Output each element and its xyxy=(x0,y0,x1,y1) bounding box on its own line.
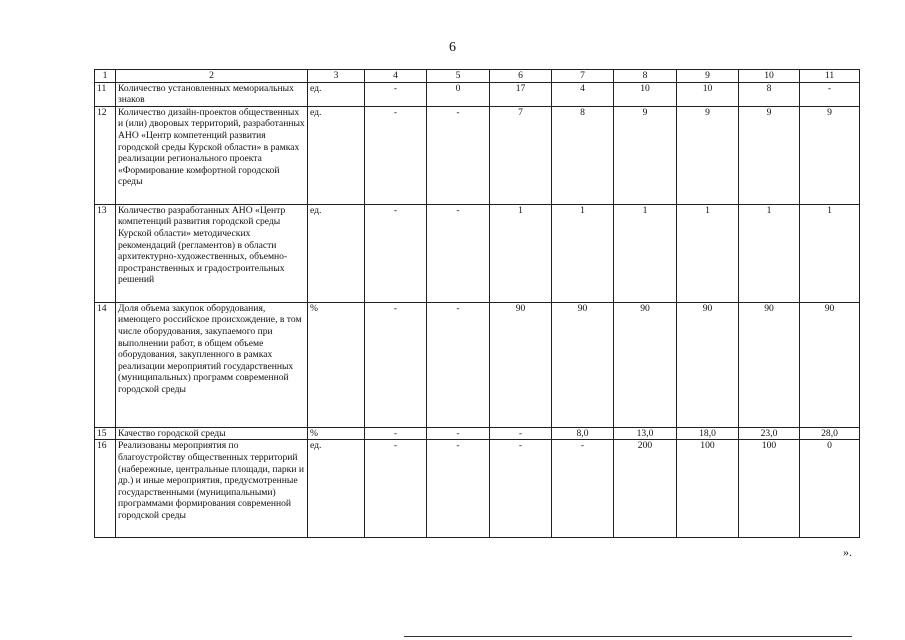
column-header: 10 xyxy=(739,70,800,83)
value-cell: - xyxy=(490,440,552,538)
table-row xyxy=(95,106,860,204)
value-cell: - xyxy=(552,440,614,538)
value-cell: 90 xyxy=(552,302,614,427)
value-cell: 0 xyxy=(427,82,490,106)
table-row xyxy=(95,302,860,427)
value-cell: 1 xyxy=(614,204,677,302)
unit-cell: % xyxy=(308,427,365,440)
value-cell: 13,0 xyxy=(614,427,677,440)
value-cell: 8 xyxy=(552,106,614,204)
value-cell: 100 xyxy=(739,440,800,538)
column-header: 4 xyxy=(365,70,427,83)
table-row xyxy=(95,82,860,106)
value-cell: - xyxy=(365,204,427,302)
table-row xyxy=(95,427,860,440)
value-cell: 1 xyxy=(800,204,860,302)
column-header: 9 xyxy=(677,70,739,83)
value-cell: 1 xyxy=(552,204,614,302)
table-header-row xyxy=(95,70,860,83)
row-number: 12 xyxy=(95,106,116,204)
value-cell: 10 xyxy=(614,82,677,106)
unit-cell: ед. xyxy=(308,82,365,106)
column-header: 3 xyxy=(308,70,365,83)
row-number: 13 xyxy=(95,204,116,302)
value-cell: 17 xyxy=(490,82,552,106)
value-cell: 9 xyxy=(677,106,739,204)
value-cell: 10 xyxy=(677,82,739,106)
value-cell: 1 xyxy=(490,204,552,302)
value-cell: 90 xyxy=(800,302,860,427)
value-cell: 23,0 xyxy=(739,427,800,440)
unit-cell: ед. xyxy=(308,440,365,538)
value-cell: 200 xyxy=(614,440,677,538)
value-cell: 4 xyxy=(552,82,614,106)
value-cell: 100 xyxy=(677,440,739,538)
table-row xyxy=(95,440,860,538)
table-row xyxy=(95,204,860,302)
row-number: 16 xyxy=(95,440,116,538)
value-cell: 90 xyxy=(677,302,739,427)
row-number: 14 xyxy=(95,302,116,427)
value-cell: 1 xyxy=(739,204,800,302)
indicators-table xyxy=(94,69,860,538)
indicator-name: Качество городской среды xyxy=(116,427,308,440)
value-cell: - xyxy=(365,82,427,106)
page-number: 6 xyxy=(449,40,456,55)
value-cell: 7 xyxy=(490,106,552,204)
value-cell: - xyxy=(427,427,490,440)
value-cell: 8,0 xyxy=(552,427,614,440)
indicator-name: Доля объема закупок оборудования, имеющего российское происхождение, в том числе оборудования, закупаемого при выполнении работ, в общем объеме оборудования, закупленного в рамках реализации мероприятий государственных (муниципальных) программ современной городской среды xyxy=(116,302,308,427)
value-cell: - xyxy=(490,427,552,440)
value-cell: 9 xyxy=(800,106,860,204)
closing-quote-mark: ». xyxy=(843,545,852,559)
indicator-name: Реализованы мероприятия по благоустройству общественных территорий (набережные, центральные площади, парки и др.) и иные мероприятия, предусмотренные государственными (муниципальными) программами формирования современной городской среды xyxy=(116,440,308,538)
value-cell: - xyxy=(365,427,427,440)
value-cell: 90 xyxy=(739,302,800,427)
value-cell: - xyxy=(365,106,427,204)
value-cell: 1 xyxy=(677,204,739,302)
indicator-name: Количество дизайн-проектов общественных и (или) дворовых территорий, разработанных АНО «Центр компетенций развития городской среды Курской области» в рамках реализации регионального проекта «Формирование комфортной городской среды xyxy=(116,106,308,204)
value-cell: - xyxy=(427,440,490,538)
column-header: 5 xyxy=(427,70,490,83)
value-cell: 9 xyxy=(614,106,677,204)
value-cell: 0 xyxy=(800,440,860,538)
indicator-name: Количество установленных мемориальных знаков xyxy=(116,82,308,106)
row-number: 11 xyxy=(95,82,116,106)
value-cell: - xyxy=(365,302,427,427)
row-number: 15 xyxy=(95,427,116,440)
column-header: 1 xyxy=(95,70,116,83)
bottom-divider xyxy=(404,636,852,637)
value-cell: 90 xyxy=(490,302,552,427)
value-cell: 8 xyxy=(739,82,800,106)
value-cell: 28,0 xyxy=(800,427,860,440)
value-cell: - xyxy=(427,302,490,427)
unit-cell: ед. xyxy=(308,106,365,204)
value-cell: 9 xyxy=(739,106,800,204)
column-header: 7 xyxy=(552,70,614,83)
column-header: 6 xyxy=(490,70,552,83)
value-cell: 90 xyxy=(614,302,677,427)
value-cell: - xyxy=(800,82,860,106)
value-cell: - xyxy=(427,204,490,302)
column-header: 11 xyxy=(800,70,860,83)
value-cell: - xyxy=(365,440,427,538)
indicator-name: Количество разработанных АНО «Центр компетенций развития городской среды Курской области» методических рекомендаций (регламентов) в области архитектурно-художественных, объемно-пространственных и градостроительных решений xyxy=(116,204,308,302)
unit-cell: ед. xyxy=(308,204,365,302)
value-cell: 18,0 xyxy=(677,427,739,440)
unit-cell: % xyxy=(308,302,365,427)
value-cell: - xyxy=(427,106,490,204)
column-header: 8 xyxy=(614,70,677,83)
column-header: 2 xyxy=(116,70,308,83)
